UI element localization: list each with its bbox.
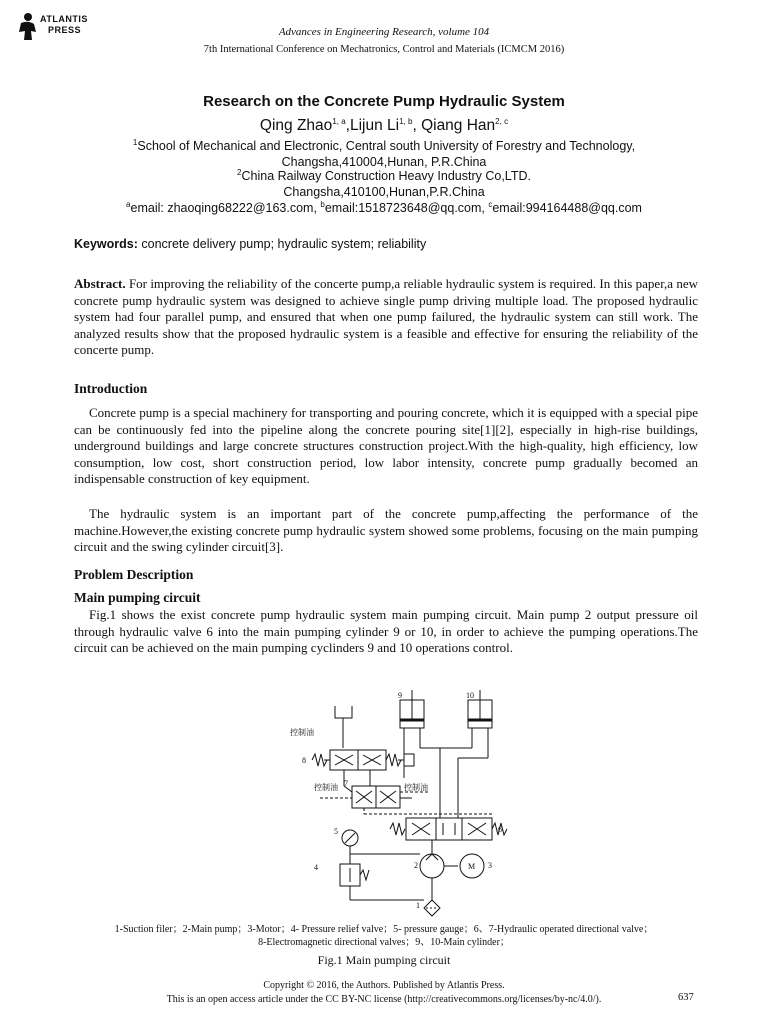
label-ctrl-oil-c: 控制油 [404,783,428,792]
label-1: 1 [416,901,420,910]
journal-header: Advances in Engineering Research, volume 104 [278,26,490,38]
author-sup: 1, a [332,116,346,126]
logo-line2: PRESS [48,25,82,35]
paper-title: Research on the Concrete Pump Hydraulic System [203,93,565,110]
author-name: Qing Zhao [259,117,333,134]
figure-caption: Fig.1 Main pumping circuit [317,953,451,967]
conference-header: 7th International Conference on Mechatronics, Control and Materials (ICMCM 2016) [203,44,565,55]
copyright-line: Copyright © 2016, the Authors. Published by Atlantis Press. [263,980,505,991]
author-list: Qing Zhao$^{1, a}$,Lijun Li$^{1, b}$, Qiang Han$^{2, c}$ [259,116,509,134]
email-sup: a [126,199,131,209]
keywords-label: Keywords: [74,237,138,251]
label-6: 6 [498,825,502,834]
main-pump-2 [420,854,444,878]
aff-line: China Railway Construction Heavy Industry Co,LTD. [241,169,531,183]
figure-legend-line: 8-Electromagnetic directional valves；9、10-Main cylinder； [258,937,510,948]
logo-line1: ATLANTIS [40,14,88,24]
hydraulic-circuit-diagram [280,688,510,920]
label-5: 5 [334,827,338,836]
keywords [74,237,426,251]
label-ctrl-oil-b: 控制油 [314,783,338,792]
section-heading-introduction: Introduction [74,381,148,396]
label-3: 3 [488,861,492,870]
affiliation-2 [0,168,768,200]
label-motor: M [468,862,476,871]
intro-paragraph-1: Concrete pump is a special machinery for transporting and pouring concrete, which it is equipped with a special pipe can be continuously fed into the pipeline along the concrete pouring site[1][2], especially in high-rise buildings, underground buildings and large concrete structures construction project.With the high-quality, high efficiency, low consumption, low cost, short construction period, low labor intensity, concrete pump gradually becomed an indispensable construction of key equipment. [74,405,698,486]
email-sup: b [320,199,325,209]
aff-sup: 1 [132,137,138,147]
abstract-text: For improving the reliability of the concerte pump,a reliable hydraulic system is required. In this paper,a new concrete pump hydraulic system was designed to achieve single pump driving multiple load. The proposed hydraulic system had four parallel pump, and ensured that when one pump failured, the hydraulic system can still work. The analyzed results show that the proposed hydraulic system is a feasible and effective for ensuring the reliability of the concerte pump. [74,276,698,357]
section-heading-problem: Problem Description [74,567,194,582]
aff-sup: 2 [237,167,242,177]
aff-line: School of Mechanical and Electronic, Central south University of Forestry and Technology, [137,139,636,153]
email-text: email:994164488@qq.com [492,201,642,215]
author-name: Qiang Han [421,117,496,134]
email-text: email:1518723648@qq.com, [324,201,489,215]
author-sup: 2, c [495,116,509,126]
author-sup: 1, b [399,116,413,126]
aff-line: Changsha,410004,Hunan, P.R.China [281,155,487,169]
problem-paragraph-1: Fig.1 shows the exist concrete pump hydraulic system main pumping circuit. Main pump 2 output pressure oil through hydraulic valve 6 into the main pumping cylinder 9 or 10, in order to achieve the pumping operations.The circuit can be achieved on the main pumping cyclinders 9 and 10 operations control. [74,607,698,655]
label-4: 4 [314,863,318,872]
abstract-label: Abstract. [74,276,126,291]
email-line [0,200,768,216]
figure-legend-line: 1-Suction filer；2-Main pump；3-Motor；4- Pressure relief valve；5- pressure gauge；6、7-Hydraulic operated directional valve； [114,924,654,935]
author-name: Lijun Li [349,117,400,134]
label-ctrl-oil-a: 控制油 [290,728,314,737]
label-9: 9 [398,691,402,700]
subsection-heading-main-pumping: Main pumping circuit [74,590,201,605]
keywords-text: concrete delivery pump; hydraulic system; reliability [137,237,427,251]
email-sup: c [488,199,493,209]
license-line: This is an open access article under the CC BY-NC license (http://creativecommons.org/licenses/by-nc/4.0/). [166,994,602,1005]
label-8: 8 [302,756,306,765]
label-7: 7 [344,779,348,788]
label-2: 2 [414,861,418,870]
aff-line: Changsha,410100,Hunan,P.R.China [283,185,485,199]
email-text: email: zhaoqing68222@163.com, [130,201,321,215]
abstract [74,276,698,359]
page-number: 637 [678,992,694,1003]
label-10: 10 [466,691,474,700]
intro-paragraph-2: The hydraulic system is an important part of the concrete pump,affecting the performance of the machine.However,the existing concrete pump hydraulic system showed some problems, focusing on the main pumping circuit and the swing cylinder circuit[3]. [74,506,698,554]
affiliation-1 [0,138,768,170]
figure-legend [0,923,768,949]
